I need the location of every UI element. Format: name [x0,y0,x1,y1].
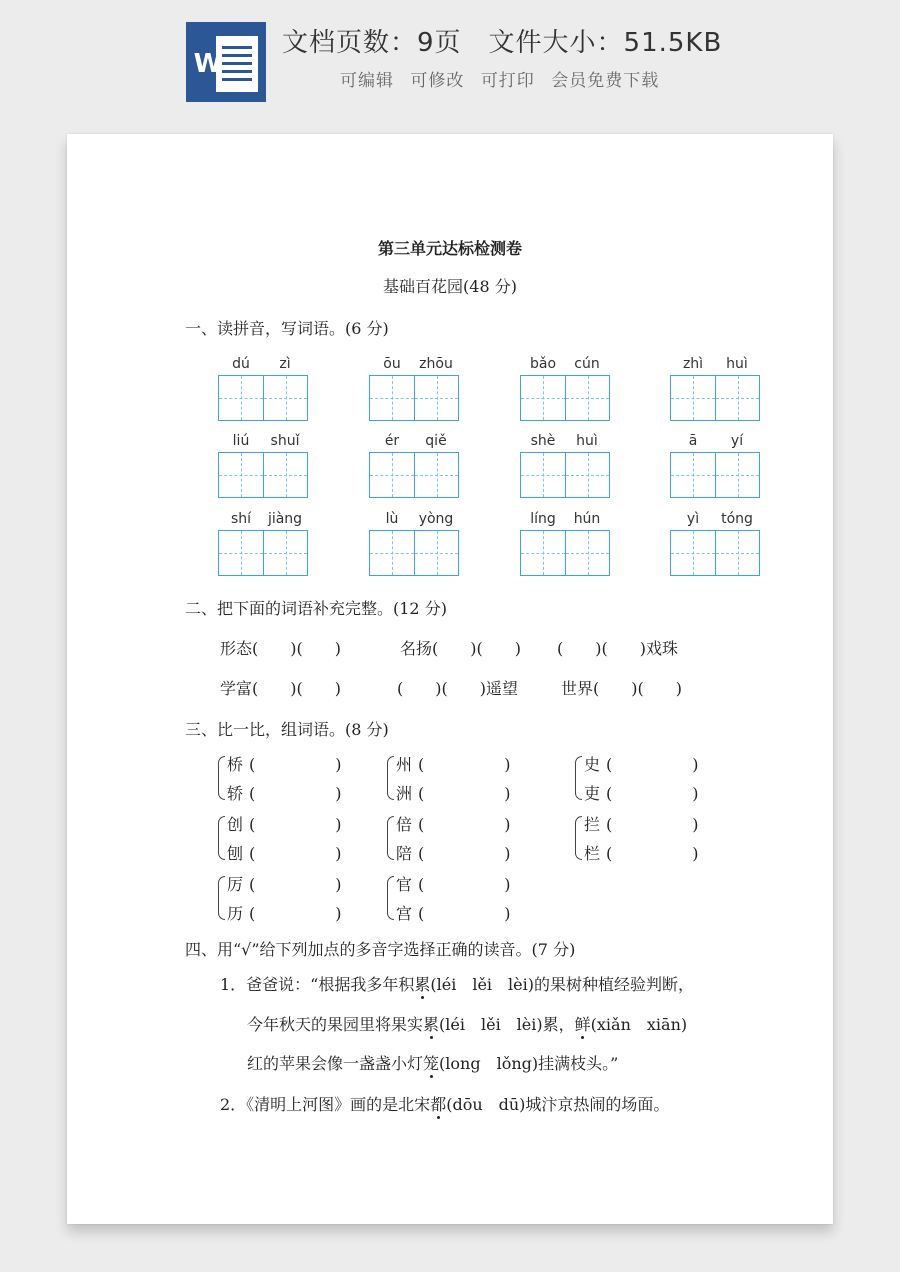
answer-blank: ( ) [249,755,342,774]
compare-item [227,841,342,864]
word-document-icon: W [186,22,266,102]
brace [387,816,394,860]
pinyin-syllable: shuǐ [270,433,300,449]
compare-item [396,901,511,924]
pinyin-syllable: shè [530,433,556,449]
pinyin-syllable: zì [279,356,291,372]
brace [387,756,394,800]
pinyin-syllable: zhì [682,356,704,372]
pinyin-syllable: bǎo [529,356,557,372]
document-page [67,134,833,1224]
fill-item: 世界( )( ) [561,679,682,698]
dotted-char: 鲜 [574,1015,591,1034]
compare-item [396,752,511,775]
writing-grid[interactable] [369,452,459,498]
compare-item [584,752,699,775]
pinyin-syllable: ér [384,433,400,449]
compare-char: 洲 [396,784,413,803]
writing-grid[interactable] [520,452,610,498]
compare-item [396,781,511,804]
question-1-line-1: 1．爸爸说：“根据我多年积累(léi lěi lèi)的果树种植经验判断， [220,975,694,994]
compare-item [227,812,342,835]
answer-blank: ( ) [418,904,511,923]
answer-blank: ( ) [249,904,342,923]
feature-modifiable: 可修改 [410,71,465,91]
header [0,0,900,120]
pinyin-syllable: ōu [383,356,401,372]
pinyin-syllable: ā [688,433,698,449]
compare-char: 陪 [396,844,413,863]
answer-blank: ( ) [418,784,511,803]
compare-char: 拦 [584,815,601,834]
pinyin-syllable: shí [230,511,252,527]
brace [218,876,225,920]
pinyin-syllable: huì [576,433,598,449]
answer-blank: ( ) [249,875,342,894]
pinyin-syllable: lù [385,511,399,527]
pinyin-syllable: yì [686,511,700,527]
writing-grid[interactable] [218,530,308,576]
answer-blank: ( ) [418,755,511,774]
compare-char: 史 [584,755,601,774]
dotted-char: 累 [414,975,431,994]
brace [575,756,582,800]
section4-heading: 四、用“√”给下列加点的多音字选择正确的读音。(7 分) [185,940,576,959]
pinyin-syllable: yí [730,433,744,449]
question-2: 2．《清明上河图》画的是北宋都(dōu dū)城汴京热闹的场面。 [220,1095,670,1114]
writing-grid[interactable] [670,530,760,576]
pinyin-syllable: yòng [418,511,454,527]
compare-char: 官 [396,875,413,894]
pinyin-syllable: dú [232,356,250,372]
dotted-char: 笼 [423,1054,440,1073]
answer-blank: ( ) [606,784,699,803]
pinyin-syllable: huì [726,356,748,372]
compare-char: 州 [396,755,413,774]
compare-item [227,901,342,924]
compare-item [584,781,699,804]
answer-blank: ( ) [418,875,511,894]
pinyin-syllable: qiě [425,433,447,449]
pinyin-syllable: líng [530,511,556,527]
writing-grid[interactable] [369,530,459,576]
section2-heading: 二、把下面的词语补充完整。(12 分) [185,599,447,618]
writing-grid[interactable] [670,452,760,498]
pinyin-syllable: jiàng [267,511,303,527]
compare-item [227,781,342,804]
brace [218,756,225,800]
answer-blank: ( ) [606,815,699,834]
fill-item: 学富( )( ) [220,679,341,698]
section1-heading: 一、读拼音，写词语。(6 分) [185,319,389,338]
writing-grid[interactable] [369,375,459,421]
writing-grid[interactable] [520,530,610,576]
fill-item: ( )( )遥望 [397,679,518,698]
question-1-line-2: 今年秋天的果园里将果实累(léi lěi lèi)累，鲜(xiǎn xiān) [247,1015,688,1034]
brace [218,816,225,860]
pinyin-syllable: tóng [721,511,753,527]
dotted-char: 都 [430,1095,447,1114]
writing-grid[interactable] [218,375,308,421]
section3-heading: 三、比一比，组词语。(8 分) [185,720,389,739]
answer-blank: ( ) [418,844,511,863]
compare-char: 桥 [227,755,244,774]
answer-blank: ( ) [606,755,699,774]
compare-char: 轿 [227,784,244,803]
compare-char: 倍 [396,815,413,834]
answer-blank: ( ) [418,815,511,834]
brace [575,816,582,860]
feature-list [340,66,669,91]
answer-blank: ( ) [606,844,699,863]
answer-blank: ( ) [249,815,342,834]
compare-char: 历 [227,904,244,923]
writing-grid[interactable] [218,452,308,498]
compare-item [396,812,511,835]
compare-char: 创 [227,815,244,834]
compare-item [584,841,699,864]
question-1-line-3: 红的苹果会像一盏盏小灯笼(long lǒng)挂满枝头。” [247,1054,619,1073]
pinyin-syllable: cún [574,356,600,372]
brace [387,876,394,920]
compare-char: 宫 [396,904,413,923]
fill-item: ( )( )戏珠 [557,639,678,658]
compare-item [584,812,699,835]
compare-char: 吏 [584,784,601,803]
feature-editable: 可编辑 [340,71,394,91]
feature-printable: 可打印 [480,71,535,91]
answer-blank: ( ) [249,784,342,803]
compare-item [227,872,342,895]
compare-char: 刨 [227,844,244,863]
pinyin-syllable: hún [573,511,601,527]
dotted-char: 累 [423,1015,440,1034]
compare-item [396,841,511,864]
document-title: 第三单元达标检测卷 [377,239,522,258]
fill-item: 名扬( )( ) [400,639,521,658]
pinyin-syllable: zhōu [419,356,453,372]
fill-item: 形态( )( ) [220,639,341,658]
file-info-title: 文档页数：9页 文件大小：51.5KB [282,28,723,58]
writing-grid[interactable] [670,375,760,421]
compare-item [227,752,342,775]
document-subtitle: 基础百花园(48 分) [383,277,517,296]
compare-char: 栏 [584,844,601,863]
answer-blank: ( ) [249,844,342,863]
pinyin-syllable: liú [232,433,250,449]
compare-char: 厉 [227,875,244,894]
feature-member-download: 会员免费下载 [551,71,660,91]
compare-item [396,872,511,895]
writing-grid[interactable] [520,375,610,421]
